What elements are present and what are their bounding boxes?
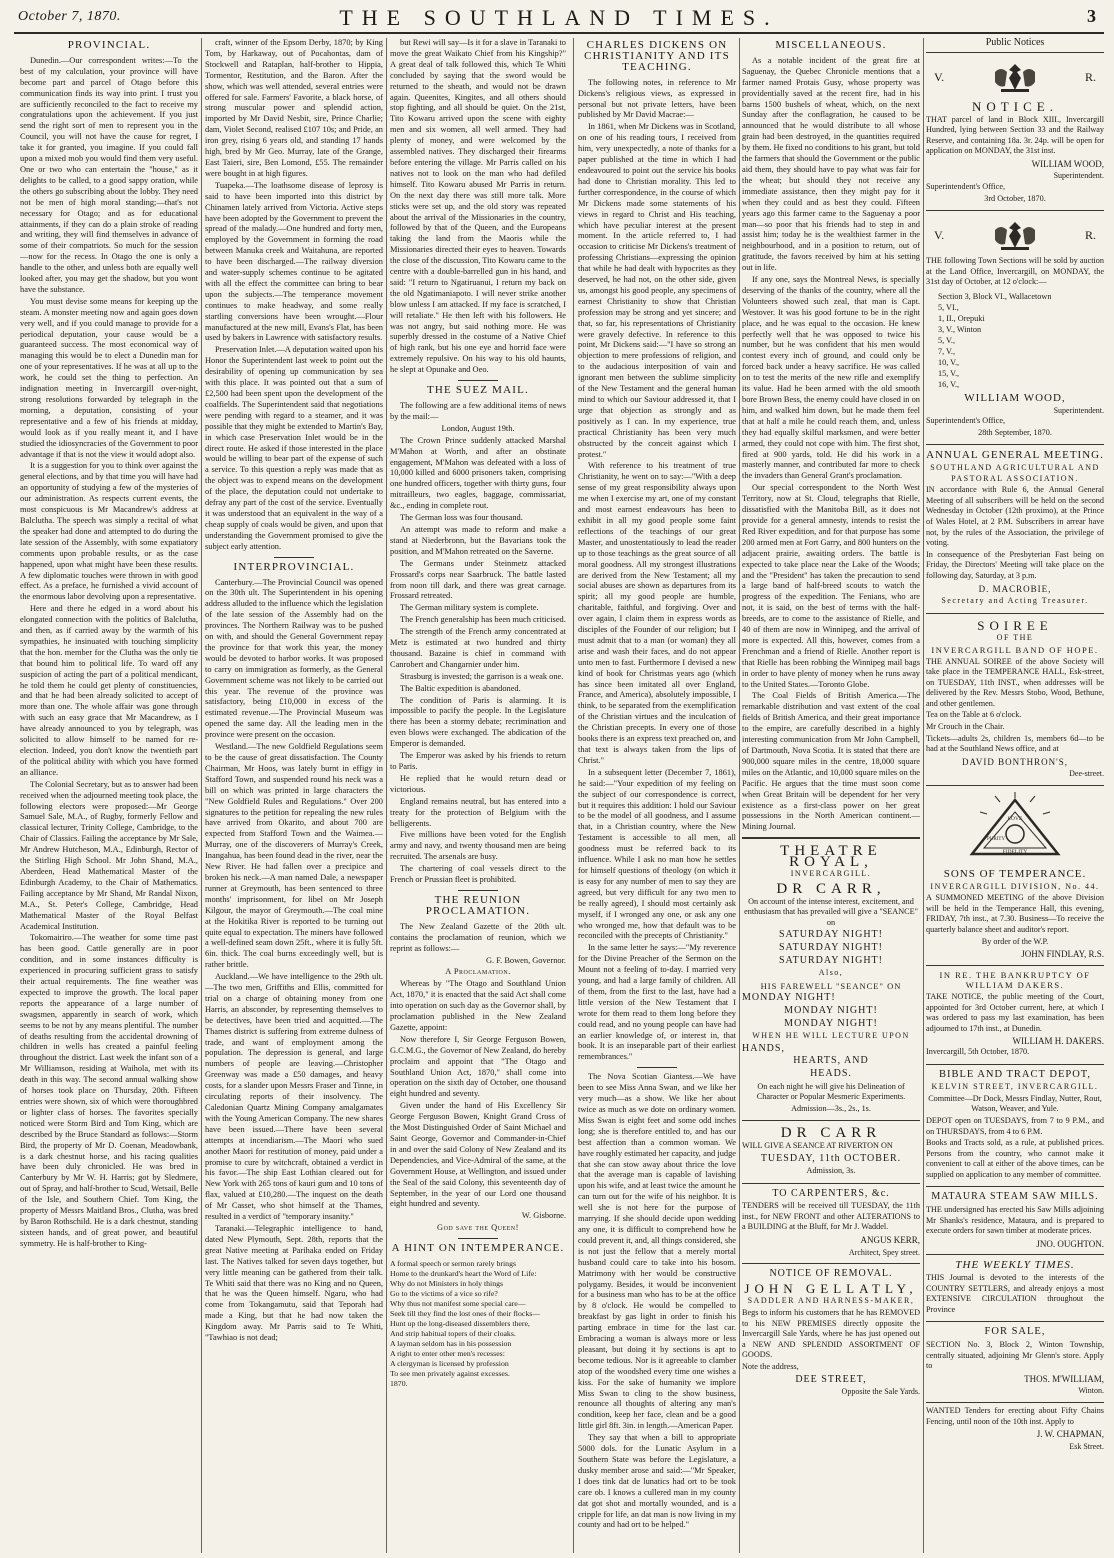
ad-title: BIBLE AND TRACT DEPOT, <box>938 1068 1092 1080</box>
newspaper-title: THE SOUTHLAND TIMES. <box>339 5 779 30</box>
royal-crest <box>926 214 1104 256</box>
ad-annual-general-meeting <box>926 445 1104 613</box>
section-heading-dickens: CHARLES DICKENS ON CHRISTIANITY AND ITS TEACHING. <box>584 39 730 73</box>
article-paragraph: Westland.—The new Goldfield Regulations seem to be the cause of great dissatisfaction. The County Chairman, Mr Hoos, was lately burnt in effigy in Stafford Town, and suspended round his neck was a bill on which was printed in large characters the "New Goldfield Rules and Regulations." Over 200 signatures to the petition for repealing the new rules have arrived from Okarito, and about 700 are expected from Stafford Town and the Waimea.—Murray, one of the discoverers of Murray's Creek, Inangahua, has been found dead in the river, near the New River. He had fallen over a precipice and broken his neck.—A man named Dale, a newspaper runner at Greymouth, has been sentenced to three months' imprisonment, for libel on Mr Joseph Kilgour, the mayor of Greymouth.—The coal mine at the Hokitika River is reported to be turning out quite equal to expectation. The miners have followed a well-defined seam down 25ft., where it is fully 5ft. 6in. thick. The coal burns exceedingly well, but is rather brittle. <box>205 742 383 970</box>
governor-signature: G. F. Bowen, Governor. <box>485 955 566 965</box>
article-paragraph: As a notable incident of the great fire at Saguenay, the Quebec Chronicle mentions that a farmer named Protais Gusy, whose property was providentially saved at the recent fire, had in his barns 1500 bushels of wheat, which, on the next Sunday after the conflagration, he caused to be announced that he would distribute to all whose grain had been destroyed, in the quantities required by them. He fixed no conditions to his grant, but told the farmers that should the Government or the public aid them, they should have to pay what was fair for the wheat; but should they not receive any immediate assistance, then they might pay for it when they could and as best they could. Fifteen years ago this farmer came to the Saguenay a poor man—so poor that his friends had to step in and assist him; today he is the wealthiest farmer in the neighbourhood, and in a position to return, out of gratitude, the favors received by him at his setting out in life. <box>742 55 920 273</box>
ad-bankruptcy <box>926 966 1104 1065</box>
ad-signature-role: Superintendent. <box>1053 405 1104 415</box>
ad-line: MONDAY NIGHT! <box>784 1004 878 1016</box>
poem <box>390 1259 566 1389</box>
list-item: 15, V., <box>938 369 960 379</box>
article-paragraph: Dunedin.—Our correspondent writes:—To the best of my calculation, your province will have become part and parcel of Otago before this communication finds its way into print. I trust you are sufficiently reconciled to the fact to receive my congratulations upon the achievement. If you just send the right sort of men to represent you in the Council, you will not have the cause for regret, I take it for granted, you imagine. If you could fall upon a mixed mob you would find them very useful. One or two who can entertain the "house," as it delights to be called, to a good sappy oration, while the others go subscribing about the lobby. They need not be men of high moral standing;—that's not necessary for Otago; and as for educational attainments, if they can do a plain stroke of reading and writing, they will find themselves in advance of some of their compatriots. So much for the session—now for the recess. In Otago the one is only a handle to the other, and unless both are equally well looked after, you may get the shadow, but you wont have the substance. <box>20 55 198 294</box>
royal-coat-of-arms-icon <box>987 60 1043 94</box>
article-paragraph: He replied that he would return dead or victorious. <box>390 773 566 794</box>
ad-date: 28th September, 1870. <box>978 427 1052 437</box>
section-heading-suez-mail: THE SUEZ MAIL. <box>426 384 530 397</box>
article-paragraph: You must devise some means for keeping up the steam. A monster meeting now and again goes down very well, and if you could manage to provide for a periodical deputation, your cause would be a guaranteed success. The most economical way of managing this would be to elect a Dunedin man for one of your representatives. If he was at all up to the work, he could set the thing to perfection. An indignation meeting in Invercargill over-night, strong resolutions forwarded by telegraph in the morning, a deputation, consisting of your representative and a few of his friends at midday, would look as if you really meant it, and I have studied the idiosyncracies of the Government to poor advantage if that is not the view it would adopt also. <box>20 296 198 459</box>
ad-line: HIS FAREWELL "SEANCE" ON <box>760 980 902 991</box>
article-paragraph: Whereas by "The Otago and Southland Union Act, 1870," it is enacted that the said Act shall come into operation on such day as the Governor shall, by proclamation published in the New Zealand Gazette, appoint: <box>390 979 566 1032</box>
page-number: 3 <box>1087 6 1096 26</box>
article-paragraph: The following notes, in reference to Mr Dickens's religious views, as expressed in personal but not private letters, have been published by Mr David Macrae:— <box>578 77 736 120</box>
divider <box>274 557 314 558</box>
list-item: 16, V., <box>938 380 960 390</box>
article-paragraph: Given under the hand of His Excellency Sir George Ferguson Bowen, Knight Grand Cross of the Most Distinguished Order of Saint Michael and Saint George, Governor and Commander-in-Chief in and over the said Colony of New Zealand and its Dependencies, and Vice-Admiral of the same, at the Government House, at Wellington, and issued under the Seal of the said Colony, this seventeenth day of September, in the year of our Lord one thousand eight hundred and seventy. <box>390 1101 566 1209</box>
poem-line: Why do not Ministers in holy things <box>390 1279 504 1289</box>
article-paragraph: Canterbury.—The Provincial Council was opened on the 30th ult. The Superintendent in his opening address alluded to the influence which the legislation of the late session of the Assembly had on the provinces. The Northern Railway was to be pushed on with, and should the General Government repay the province for that work this year, the money would be devoted to harbor works. It was proposed to carry on immigration as formerly, as the General Government scheme was not likely to be carried out this year. The revenue of the province was satisfactory, being £10,000 in excess of the estimated revenue.—The Provincial Museum was opened the same day. All the leading men in the province were present on the occasion. <box>205 577 383 740</box>
poem-line: Go to the victims of a vice so rife? <box>390 1289 498 1299</box>
divider <box>458 890 498 891</box>
article-paragraph: Tuapeka.—The loathsome disease of leprosy is said to have been imported into this district by Chinamen lately arrived from Victoria. Active steps have been adopted by the Government to prevent the spread of the malady.—One hundred and forty men, employed by the Government in forming the road between Manuka creek and Waitahuna, are reported to have been discharged.—The railway diversion and water-supply schemes continue to be agitated with all the effect the committee can bring to bear upon the subjects.—The temperance movement continues to make headway, and some really startling conversions have been wrought.—Flour manufactured at the new mill, Evans's Flat, has been used by bakers in Lawrence with satisfactory results. <box>205 180 383 343</box>
article-paragraph: They say that when a bill to appropriate 5000 dols. for the Lunatic Asylum in a Southern State was before the Legislature, a dusky member arose and said:—"Mr Speaker, I does tink dat de lunatics had ort to be took care ob. I knows a cullered man in my county dat got shot and mortally wounded, and is a cripple for life, an dat man is now living in my county and had ort to be helped." <box>578 1433 736 1530</box>
ad-text: Books and Tracts sold, as a rule, at published prices. Persons from the country, who cannot make it convenient to call at either of the above times, can be supplied on application to any member of committee. <box>926 1138 1104 1179</box>
ad-line: DEE STREET, <box>795 1373 867 1385</box>
ad-signature: THOS. M'WILLIAM, <box>1024 1373 1104 1384</box>
issue-date: October 7, 1870. <box>18 9 121 24</box>
ad-theatre-royal <box>742 837 920 1121</box>
ad-text: A SUMMONED MEETING of the above Division will be held in the Temperance Hall, this evening, FRIDAY, 7th inst., at 7.30. Business—To receive the quarterly balance sheet and auditor's report. <box>926 893 1104 934</box>
ad-text: Begs to inform his customers that he has REMOVED to his NEW PREMISES directly opposite the Invercargill Sale Yards, where he has just opened out a NEW AND SPLENDID ASSORTMENT OF GOODS. <box>742 1308 920 1360</box>
ad-line: WHEN HE WILL LECTURE UPON <box>752 1031 910 1041</box>
ad-text: Admission—3s., 2s., 1s. <box>791 1103 871 1113</box>
poem-line: 1870. <box>390 1379 408 1389</box>
article-paragraph: The German military system is complete. <box>400 603 539 613</box>
section-heading-provincial: PROVINCIAL. <box>67 39 151 51</box>
ad-sons-of-temperance <box>926 864 1104 966</box>
ad-weekly-times <box>926 1255 1104 1322</box>
poem-line: A layman seldom has in his possession <box>390 1339 512 1349</box>
list-item: 3, V., Winton <box>938 325 982 335</box>
ad-title: NOTICE. <box>972 98 1058 114</box>
article-paragraph: The Colonial Secretary, but as to answer had been received when the adjourned meeting took place, the following electors were proposed:—Mr George Samuel Sale, M.A., of Rugby, formerly Fellow and classical lecturer, Trinity College, Cambridge, to the Chair of Classics. Failing the acceptance by Mr Sale, Mr Andrew Hutcheson, M.A., Edinburgh, Rector of the Stirling High School. Mr John Shand, M.A., Aberdeen, Head Mathematical Master of the Edinburgh Academy, to the Chair of Mathematics. Failing acceptance by Mr Shand, Mr Randal Nixon, M.A., St. Peter's College, Cambridge, Head Mathematical Master of the Royal Belfast Academical Institution. <box>20 779 198 931</box>
ad-signature: DAVID BONTHRON'S, <box>962 756 1068 767</box>
public-notices-header: Public Notices <box>926 38 1104 53</box>
ad-signature: WILLIAM WOOD, <box>1031 158 1104 169</box>
article-paragraph: In 1861, when Mr Dickens was in Scotland, on one of his reading tours, I received from him, very unexpectedly, a note of thanks for a paper published at the time in which I had endeavoured to point out the service his books had done to Christian morality. This led to further correspondence, in the course of which Mr Dickens made some statements of his views in regard to Christ and His teaching, which have peculiar interest at the present moment. In the article referred to, I had occasion to criticise Mr Dickens's treatment of professing Christians—expressing the opinion that while he had dealt with hypocrites as they deserved, he had not, on the other side, given us, amongst his good people, any specimens of earnest Christianity to show that Christian profession may be strong and yet sincere; and that, so far, his representations of Christianity were gravely defective. In reference to this point, Mr Dickens said:—"I have so strong an objection to mere professions of religion, and to the audacious interposition of vain and ignorant men between the sublime simplicity of the New Testament and the general human mind to which our Saviour addressed it, that I urge that objection as strongly and as positively as I can. In my experience, true practical Christianity has been very much obstructed by the conceit against which I protest." <box>578 122 736 459</box>
ad-text: IN accordance with Rule 6, the Annual General Meeting of all subscribers will be held on the second Wednesday in October (12th proximo), at the Prince of Wales Hotel, at 2 P.M. Subscribers in arrear have not, by the rules of the Association, the privilege of voting. <box>926 485 1104 548</box>
crest-letter: V. <box>934 227 945 242</box>
ad-text: In consequence of the Presbyterian Fast being on Friday, the Directors' Meeting will take place on the following day, Saturday, at 3 p.m. <box>926 549 1104 580</box>
poem-line: To see men privately against excesses. <box>390 1369 510 1379</box>
masthead <box>14 2 1104 34</box>
ad-line: MONDAY NIGHT! <box>742 992 836 1004</box>
article-paragraph: Tokomairiro.—The weather for some time past has been good. Cattle generally are in poor condition, and in some instances difficulty is experienced in procuring sufficient grass to satisfy their actual requirements. The fine weather was expected to improve the growth. The local paper reports the appearance of a large number of swagsmen, apparently in search of work, which seems to be not by any means plentiful. The number of deaths resulting from the accidental drowning of children in wells has created a painful feeling throughout the district. Last week the infant son of a Mr Williamson, residing at Waihola, met with its death in this way. The second annual walking show of horses took place on Thursday, 20th. Fifteen entries were shown, six of which were thoroughbred or lighter class of horses. The favorites specially noticed were Storm Bird and Tom King, which are described by the Bruce Standard as follows:—Storm Bird, the property of Mr D. Coenan, Meadowbank, is a dark chestnut horse, and his racing qualities have been duly chronicled. He was bred in Canterbury by Mr W. H. Harris; got by Sledmere, out of Spray, and half-brother to Scud, Wetsail, Belle of the Isle, and Southern Chief. Tom King, the property of Messrs Maitland Bros., Clutha, was bred by Baron Rothschild. He is a dark chestnut, standing sixteen hands, and of great power, and beautiful symmetry. He is half-brother to King- <box>20 933 198 1248</box>
ad-text: Mr Crouch in the Chair. <box>926 722 1005 732</box>
ad-place: Winton. <box>1078 1386 1104 1396</box>
ad-text: On account of the intense interest, excitement, and enthusiasm that has prevailed will give a "SEANCE" on <box>744 896 918 927</box>
article-paragraph: Five millions have been voted for the English army and navy, and twenty thousand men are being recruited. The arsenals are busy. <box>390 830 566 862</box>
ad-signature: D. MACROBIE, <box>978 583 1052 594</box>
article-paragraph: The Coal Fields of British America.—The remarkable distribution and vast extent of the coal fields of British America, and their great importance to the empire, are carefully described in a highly interesting communication from Mr John Campbell, of Dartmouth, Nova Scotia. It is stated that there are 900,000 square miles in the centre, 18,000 square miles on the Atlantic, and 10,000 square miles on the Pacific. He argues that the time must soon come when Great Britain will be dependent for her very existence as a first-class power on her great possessions in the North American continent.—Mining Journal. <box>742 691 920 832</box>
article-paragraph: The French generalship has been much criticised. <box>400 615 566 625</box>
ad-line: HEARTS, AND <box>793 1055 869 1067</box>
seal-word-fidelity: FIDELITY <box>1002 849 1028 856</box>
list-item: 7, V., <box>938 347 955 357</box>
ad-signature: JOHN FINDLAY, R.S. <box>1021 949 1104 960</box>
ad-subtitle: KELVIN STREET, INVERCARGILL. <box>931 1082 1099 1092</box>
ad-text: Note the address, <box>742 1362 799 1371</box>
article-paragraph: Taranaki.—Telegraphic intelligence to hand, dated New Plymouth, Sept. 28th, reports that the great Native meeting at Parihaka ended on Friday last. The Natives talked for seven days together, but very little meaning can be gathered from their talk. Te Whiti said that there was no King and no Queen, that he was the Queen himself. Ngaru, who had come from Tokangamutu, said that Teporah had made a King, but that he had now taken the Kingdom away. Mr Parris said to Te Whiti, "Tawhiao is not dead; <box>205 1223 383 1343</box>
ad-text: WANTED Tenders for erecting about Fifty Chains Fencing, until noon of the 10th inst. Apply to <box>926 1405 1104 1426</box>
article-paragraph: but Rewi will say—Is it for a slave in Taranaki to move the great Waikato Chief from his Kingship?" A great deal of talk followed this, which Te Whiti concluded by saying that the sword would be returned to the sheath, and would not be drawn again. Queenites, Kingites, and all others should stop fighting, and all should be quiet. On the 21st, Tito Kowaru arrived upon the scene with eighty men and six women, all well armed. They had plenty of money, and were welcomed by the assembled natives. They discharged their firearms before entering the village. Mr Parris called on his natives not to look on the man who had defiled himself. Tito Kowaru abused Mr Parris in return. On the next day there was still more talk. More sticks were set up, and the old story was repeated about the arrival of the Missionaries in the country, followed by that of the Queen, and the Europeans taking the land from the Maoris while the Missionaries directed their eyes to heaven. Towards the close of the discussion, Tito Kowaru came to the centre with a double-barrelled gun in his hand, and said: "I return to Ngatiruanui, I return my back on the old Ngatimaniapoto. I will never strike another blow unless I am attacked. If my face is scratched, I will retaliate." He then left with his followers. He was not angry, but said nothing more. He was superbly dressed in the costume of a Native Chief of high rank, but his one eye and horrid face were extremely repulsive. On his way to his old haunts, he slept at Opunake and Oeo. <box>390 38 566 375</box>
ad-text: SECTION No. 3, Block 2, Winton Township, centrally situated, adjoining Mr Glenn's store. Apply to <box>926 1340 1104 1371</box>
article-paragraph: The New Zealand Gazette of the 20th ult. contains the proclamation of reunion, which we reprint as follows:— <box>390 921 566 953</box>
ad-line: Also, <box>818 968 844 978</box>
list-item: Section 3, Block VI., Wallacetown <box>938 292 1052 302</box>
section-heading-hint-on-intemperance: A HINT ON INTEMPERANCE. <box>391 1242 565 1255</box>
ad-signature: WILLIAM H. DAKERS. <box>1012 1036 1104 1047</box>
ad-title: TO CARPENTERS, &c. <box>772 1187 890 1199</box>
ad-for-sale <box>926 1322 1104 1403</box>
column-provincial <box>20 38 198 1553</box>
seal-word-purity: PURITY <box>986 837 1006 843</box>
ad-signature: JNO. OUGHTON. <box>1036 1238 1104 1249</box>
section-heading-reunion-proclamation: THE REUNION PROCLAMATION. <box>425 893 531 917</box>
column-public-notices <box>926 38 1104 1553</box>
ad-signature: Architect, Spey street. <box>848 1247 920 1257</box>
article-paragraph: It is a suggestion for you to think over against the general elections, and by that time you will have had an opportunity of studying a few of the mysteries of our administration. As respects current events, the most conspicuous is Mr Macandrew's address at Balclutha. The speech was simply a recital of what the speaker had done and attempted to do during the late session of the Assembly, with some expatiatory comments upon probable results, or as the case happened, upon what might have been these results. A few diplomatic touches were thrown in with good effect. As a preface, he furnished a vivid account of the enormous labor devolving upon a representative. <box>20 461 198 602</box>
article-paragraph: The Emperor was asked by his friends to return to Paris. <box>390 751 566 771</box>
article-paragraph: The condition of Paris is alarming. It is impossible to pacify the people. In the Legislature there has been a stormy debate; recrimination and even blows were exchanged. The abdication of the Emperor is demanded. <box>390 695 566 749</box>
article-paragraph: The strength of the French army concentrated at Metz is estimated at two hundred and thirty thousand. Bazaine is chief in command with Canrobert and Changarnier under him. <box>390 627 566 669</box>
ad-title: ANNUAL GENERAL MEETING. <box>926 449 1104 462</box>
ad-signature-role: Dee-street. <box>1069 769 1104 779</box>
column-suez-mail <box>390 38 566 1553</box>
ad-notice-of-removal <box>742 1264 920 1403</box>
poem-line: A formal speech or sermon rarely brings <box>390 1259 517 1269</box>
article-paragraph: An attempt was made to reform and make a stand at Niederbronn, but the Bavarians took the position, and M'Mahon retreated on the Saverne. <box>390 524 566 556</box>
divider <box>637 1067 677 1068</box>
ad-name: DR CARR <box>780 1125 882 1142</box>
ad-text: THAT parcel of land in Block XIII., Invercargill Hundred, lying between Section 33 and the Railway Reserve, and containing 18a. 3r. 24p. will be open for application on MONDAY, the 31st inst. <box>926 114 1104 156</box>
ad-signature: J. W. CHAPMAN, <box>1036 1429 1104 1440</box>
ad-title: MATAURA STEAM SAW MILLS. <box>931 1191 1099 1203</box>
column-dickens <box>578 38 736 1553</box>
column-rule <box>923 38 924 1553</box>
divider <box>458 380 498 381</box>
crest-letter: R. <box>1084 227 1096 242</box>
section-heading-miscellaneous: MISCELLANEOUS. <box>775 39 887 51</box>
god-save-the-queen: God save the Queen! <box>437 1223 519 1233</box>
article-paragraph: The Baltic expedition is abandoned. <box>400 683 521 693</box>
ad-title: IN RE. THE BANKRUPTCY OF WILLIAM DAKERS. <box>939 969 1091 991</box>
ad-subtitle: INVERCARGILL BAND OF HOPE. <box>931 644 1099 655</box>
ad-signature: Opposite the Sale Yards. <box>841 1387 920 1397</box>
ad-bible-tract-depot <box>926 1065 1104 1188</box>
article-paragraph: With reference to his treatment of true Christianity, he went on to say:—"With a deep sense of my great responsibility always upon me when I exercise my art, one of my constant and most earnest endeavours has been to exhibit in all my good people some faint reflections of the teachings of our great Master, and unostentatiously to lead the reader up to those teachings as the great source of all moral goodness. All my strongest illustrations are derived from the New Testament; all my social abuses are shown as departures from its spirit; all my good people are humble, charitable, faithful, and forgiving. Over and over again, I claim them in express words as disciples of the Founder of our religion; but I must admit that to a man (or woman) they all arise and wash their faces, and do not appear unto men to fast. Furthermore I devised a new kind of book for Christmas years ago (which has since been imitated all over England, France, and America), absolutely impossible, I think, to be separated from the exemplification of the Christian virtues and the inculcation of the Christian precepts. In every one of those books there is an express text preached on, and that text is always taken from the lips of Christ." <box>578 461 736 765</box>
article-paragraph: In a subsequent letter (December 7, 1861), he said:—"Your expedition of my feeling on the subject of our correspondence is correct, but it requires this addition: I hold our Saviour to be the model of all goodness, and I assume that, in a Christian country, where the New Testament is accessible to all men, all goodness must be referred back to its influence. While I ask no man how he settles for himself questions of theology (on which it is easy for any number of men to say they are agreed, but very difficult for any two men to be really agreed), I should most certainly ask myself, if I wronged any one, or ask any one who wronged me, how that default was to be reconciled with the precepts of Christianity." <box>578 767 736 941</box>
ad-line: HANDS, <box>742 1042 785 1054</box>
ad-text: Admission, 3s. <box>806 1166 856 1176</box>
article-paragraph: Our special correspondent to the North West Territory, now at St. Cloud, telegraphs that Rielle, dissatisfied with the Manitoba Bill, as it does not provide for a general amnesty, intends to resist the Red River expedition, and for that purpose has some 200 armed men at Fort Garry, and 800 hunters on the adjacent prairie, awaiting orders. The battle is expected to take place near the Lake of the Woods; and the "President" has taken the precaution to send a large band of half-breed scouts to watch the progress of the expedition. The Fenians, who are not, it is said, on the best of terms with the half-breeds, are to come to the assistance of Rielle, and 40 of them are now in Winnipeg, and the arrival of more is expected. All this, however, comes from a Frenchman and a friend of Rielle. Another report is that Rielle has been robbing the Winnipeg mail bags in order to have plenty of money when he runs away to the United States.—Toronto Globe. <box>742 483 920 689</box>
ad-text: Superintendent's Office, <box>926 416 1006 426</box>
ad-signature: ANGUS KERR, <box>860 1235 920 1246</box>
ad-mataura-saw-mills <box>926 1187 1104 1255</box>
article-paragraph: If any one, says the Montreal News, is specially deserving of the thanks of the country, where all the Volunteers showed such zeal, that man is Capt. Westover. It was his good fortune to be in the right place, and he was equal to the occasion. He knew perfectly well that he was opposed to twice his number, but he was confident that his men would contest every inch of ground, and could only be forced back under a heavy sacrifice. He was called on to test the merits of the new rifle and exemplify its value. Had he been armed with the old smooth bore Brown Bess, the enemy could have closed in on him, and walked him down, but he made them feel that at half a mile he could reach them, and, unless they had equally skilful marksmen, and were better armed, they could not cope with him. The first shot, fired at 900 yards, told. He did his work in a masterly manner, and contributed far more to check the invaders than General Grant's proclamation. <box>742 275 920 481</box>
ad-line: MONDAY NIGHT! <box>784 1017 878 1029</box>
column-interprovincial <box>205 38 383 1553</box>
ad-title: SONS OF TEMPERANCE. <box>943 868 1087 881</box>
column-rule <box>739 38 740 1553</box>
article-paragraph: The German loss was four thousand. <box>400 513 523 523</box>
proclamation-title: A Proclamation. <box>445 967 511 977</box>
seal-word-love: LOVE <box>1007 816 1023 823</box>
article-paragraph: In the same letter he says:—"My reverence for the Divine Preacher of the Sermon on the Mount not a feeling of to-day. I married very young, and had a large family of children. All of them, from the first to the last, have had a little version of the New Testament that I wrote for them read to them long before they could read, and no young people can have had an earlier knowledge of, or interest in, that book. It is an inseparable part of their earliest remembrances." <box>578 943 736 1062</box>
ad-subtitle: SADDLER AND HARNESS-MAKER, <box>747 1296 915 1306</box>
ad-subtitle: INVERCARGILL DIVISION, No. 44. <box>930 881 1100 891</box>
ad-signature-role: Secretary and Acting Treasurer. <box>941 596 1089 606</box>
ad-text: DEPOT open on TUESDAYS, from 7 to 9 P.M., and on THURSDAYS, from 4 to 6 P.M. <box>926 1115 1104 1136</box>
ad-title: NOTICE OF REMOVAL. <box>769 1268 893 1280</box>
ad-text: Tea on the Table at 6 o'clock. <box>926 710 1022 720</box>
ad-text: THIS Journal is devoted to the interests of the COUNTRY SETTLERS, and already enjoys a most EXTENSIVE CIRCULATION throughout the Province <box>926 1273 1104 1314</box>
poem-line: A right to enter other men's recesses: <box>390 1349 505 1359</box>
list-item: 5, V., <box>938 336 955 346</box>
article-paragraph: craft, winner of the Epsom Derby, 1870; by King Tom, by Harkaway, out of Pocahontas, dam of Stockwell and Rataplan, half-brother to Hippia, Tormentor, Restitution, and the Baron. After the show, which was well attended, several entries were offered for sale. Farmers' Favorite, a black horse, of strong muscular power and splendid action, imported by Mr David Nesbit, sire, Prince Charlie; dam, Violet Second, realised £107 10s; and Pride, an iron grey, rising 6 years old, and standing 17 hands high, bred by Mr Geo. Murray, late of the Grange, East Taieri, sire, Ben Lomond, £55. The remainder were bought in at high figures. <box>205 38 383 178</box>
ad-text: TAKE NOTICE, the public meeting of the Court, appointed for 3rd October current, here, at which I was ordered to pass my last examination, has been adjourned to 17th inst., at Dunedin. <box>926 991 1104 1033</box>
crest-letter: R. <box>1084 69 1096 84</box>
royal-crest <box>926 56 1104 98</box>
list-item: 1, II., Orepuki <box>938 314 985 324</box>
ad-line: SATURDAY NIGHT! <box>779 942 883 953</box>
poem-line: Hunt up the long-diseased dissemblers there, <box>390 1319 530 1329</box>
ad-text: Tickets—adults 2s, children 1s, members 6d—to be had at the Southland News office, and at <box>926 733 1104 754</box>
ad-soiree <box>926 614 1104 786</box>
article-paragraph: England remains neutral, but has entered into a treaty for the protection of Belgium with the belligerents. <box>390 796 566 828</box>
ad-line: SATURDAY NIGHT! <box>779 929 883 941</box>
ad-text: By order of the W.P. <box>981 936 1049 946</box>
ad-title: THEATRE ROYAL, <box>780 843 882 870</box>
column-rule <box>201 38 202 1553</box>
ad-subtitle: OF THE <box>996 633 1034 643</box>
poem-line: A clergyman is licensed by profession <box>390 1359 509 1369</box>
ad-text: THE following Town Sections will be sold by auction at the Land Office, Invercargill, on MONDAY, the 31st day of October, at 12 o'clock:— <box>926 256 1104 287</box>
ad-wanted-tenders <box>926 1403 1104 1457</box>
temperance-seal <box>926 790 1104 860</box>
poem-line: And strip habitual topers of their cloaks. <box>390 1329 516 1339</box>
royal-coat-of-arms-icon <box>987 218 1043 252</box>
ad-title: SOIREE <box>977 617 1053 633</box>
column-rule <box>573 38 574 1553</box>
notice-town-sections-auction <box>926 211 1104 445</box>
ad-text: THE undersigned has erected his Saw Mills adjoining Mr Shanks's residence, Mataura, and is prepared to execute orders for sawn timber at moderate prices. <box>926 1205 1104 1236</box>
ad-text: WILL GIVE A SEANCE AT RIVERTON ON <box>742 1140 893 1150</box>
ad-line: SATURDAY NIGHT! <box>779 954 883 966</box>
article-paragraph: The Germans under Steinmetz attacked Frossard's corps near Saarbruck. The battle lasted from noon till dark, and there was great carnage. Frossard retreated. <box>390 558 566 601</box>
column-miscellaneous <box>742 38 920 1553</box>
poem-line: Why thus not manifest some special care— <box>390 1299 526 1309</box>
ad-name: JOHN GELLATLY, <box>744 1280 918 1296</box>
section-heading-interprovincial: INTERPROVINCIAL. <box>233 560 355 573</box>
temperance-triangle-icon <box>960 790 1070 860</box>
ad-name: DR CARR, <box>776 881 886 898</box>
sections-list <box>926 291 1104 390</box>
ad-title: THE WEEKLY TIMES. <box>955 1259 1075 1272</box>
ad-subtitle: SOUTHLAND AGRICULTURAL AND PASTORAL ASSOCIATION. <box>930 463 1100 483</box>
column-rule <box>386 38 387 1553</box>
article-paragraph: The Nova Scotian Giantess.—We have been to see Miss Anna Swan, and we like her very much—as a show. We like her about twice as much as we dote on ordinary women. Miss Swan is eight feet and some odd inches long; she is therefore entitled to, and has our best affection than a common woman. We have roughly estimated her capacity, and judge that she can stow away about thrice the love that the average man is capable of lavishing upon his wife, and at least twice the amount he can turn out for the wife of his neighbor. It is well she is not here for the purpose of marrying. If she should decide upon wedding any one, it is difficult to comprehend how he could prevent it, and, all things considered, she is not just the fellow that a merely mortal husband could care to take into his bosom. Matrimony with her would be constructive polygamy. Besides, it would be inconvenient for a business man who has to be at the office by 8 o'clock. He would be compelled to breakfast by gas light in order to finish his parting embrace in time for the last car. Embracing a woman is always more or less pleasant, but doing it by sections is apt to become tedious. Nor is it agreeable to clamber atop of the woodshed every time one wishes a kiss. For the sake of humanity we implore Miss Swan to cling to the show business, renounce all thoughts of altering any man's condition, keep her face, clean and be a good little girl 8ft. 3in. in length.—American Paper. <box>578 1072 736 1431</box>
crest-letter: V. <box>934 69 945 84</box>
article-paragraph: Auckland.—We have intelligence to the 29th ult.—The two men, Griffiths and Ellis, committed for trial on a charge of obtaining money from one Harris, an absconder, by representing themselves to be detectives, have been tried and acquitted.—The Thames district is suffering from extreme dulness of trade, and want of employment among the population. The depression is general, and large numbers of people are leaving.—Christopher Greenway was made a £50 damages, and heavy costs, for a slander upon Messrs Fraser and Tinne, in circulating reports of their insolvency. The Caledonian Quartz Mining Company amalgamates with the Young American Company. The new shares have been issued.—There have been several attempts at incendiarism.—The Maori who sued another Maori for restitution of money, paid under a promise to cure by witchcraft, obtained a verdict in his favor.—The ship East Lothian cleared out for New York with 265 tons of kauri gum and 10 tons of flax, valued at £10,280.—The inquest on the death of Mr Casset, who shot himself at the Thames, resulted in a verdict of "temporary insanity." <box>205 972 383 1222</box>
ad-date: 3rd October, 1870. <box>984 193 1046 203</box>
ad-dr-carr-riverton <box>742 1121 920 1183</box>
article-paragraph: The chartering of coal vessels direct to the French or Prussian fleet is prohibited. <box>390 864 566 885</box>
notice-land-block-xiii <box>926 53 1104 211</box>
ad-subtitle: INVERCARGILL. <box>790 869 872 879</box>
article-paragraph: Now therefore I, Sir George Ferguson Bowen, G.C.M.G., the Governor of New Zealand, do hereby proclaim and appoint that "The Otago and Southland Union Act, 1870," shall come into operation on the sixth day of October, one thousand eight hundred and seventy. <box>390 1034 566 1099</box>
article-paragraph: Here and there he edged in a word about his elongated connection with the politics of Balclutha, and then, as if carried away by the warmth of his sympathies, he insinuated with touching simplicity that the hon. member for the Clutha was the only tie that bound him to political life. To ward off any suspicion of acting the part of a political mendicant, he told them he could get plenty of constituencies, and that he had been already solicited to accept of more than one. The whole affair was gone through with such an easy grace that Mr Macandrew, as I have already announced to you by telegraph, was solicited to allow himself to be named for re-election. Indeed, you don't know the twentieth part of the political ability with which you have formed an alliance. <box>20 604 198 777</box>
ad-text: Committee—Dr Dock, Messrs Findlay, Nutter, Rout, Watson, Weaver, and Yule. <box>928 1093 1102 1114</box>
signature: W. Gisborne. <box>521 1211 566 1221</box>
list-item: 5, VI., <box>938 303 959 313</box>
ad-to-carpenters <box>742 1184 920 1265</box>
article-paragraph: The Crown Prince suddenly attacked Marshal M'Mahon at Worth, and after an obstinate engagement, M'Mahon was defeated with a loss of 10,000 killed and 6000 prisoners taken, comprising one hundred officers, together with thirty guns, four mitrailleurs, two eagles, baggage, commissariat, &c., ending in complete rout. <box>390 435 566 511</box>
ad-text: THE ANNUAL SOIREE of the above Society will take place in the TEMPERANCE HALL, Esk-street, on TUESDAY, 11th INST., when addresses will be delivered by the Rev. Messrs Stobo, Wood, Bethune, and other gentlemen. <box>926 656 1104 708</box>
list-item: 10, V., <box>938 358 960 368</box>
ad-place: Esk Street. <box>1069 1441 1104 1451</box>
ad-line: TUESDAY, 11th OCTOBER. <box>760 1152 902 1164</box>
ad-signature-role: Superintendent. <box>1053 171 1104 181</box>
divider <box>458 1238 498 1239</box>
poem-line: Home to the drunkard's heart the Word of Life: <box>390 1269 537 1279</box>
ad-text: Superintendent's Office, <box>926 182 1006 192</box>
ad-text: On each night he will give his Delineation of Character or Popular Mesmeric Experiments. <box>756 1081 906 1102</box>
poem-line: Seek till they find the lost ones of their flocks— <box>390 1309 541 1319</box>
dateline: London, August 19th. <box>441 423 515 433</box>
article-paragraph: Preservation Inlet.—A deputation waited upon his Honor the Superintendent last week to point out the desirability of opening up communication by sea with this place. It was pointed out that a sum of £2,500 had been spent upon the development of the coalfields. The Superintendent said that negotiations were pending with regard to a steamer, and it was possible that they might be extended to Martin's Bay, in which case Preservation Inlet would be in the direct route. He asked if those interested in the place would be willing to bear part of the expense of such a service. To this question a reply was made that as the object was to expend means on the development of the place, the deputation could not undertake to defray any part of the cost of the service. Eventually it was understood that an equivalent in the way of a cheap supply of coals would be given, and upon that understanding the Government promised to give the subject early attention. <box>205 345 383 551</box>
ad-text: TENDERS will be received till TUESDAY, the 11th inst., for NEW FRONT and other ALTERATIONS to a BUILDING at the Bluff, for Mr J. Waddel. <box>742 1201 920 1232</box>
article-paragraph: The following are a few additional items of news by the mail:— <box>390 401 566 421</box>
ad-title: FOR SALE, <box>984 1326 1046 1338</box>
ad-date: Invercargill, 5th October, 1870. <box>926 1046 1030 1056</box>
article-paragraph: Strasburg is invested; the garrison is a weak one. <box>400 671 564 681</box>
ad-signature: WILLIAM WOOD, <box>964 392 1066 405</box>
ad-line: HEADS. <box>810 1067 852 1079</box>
